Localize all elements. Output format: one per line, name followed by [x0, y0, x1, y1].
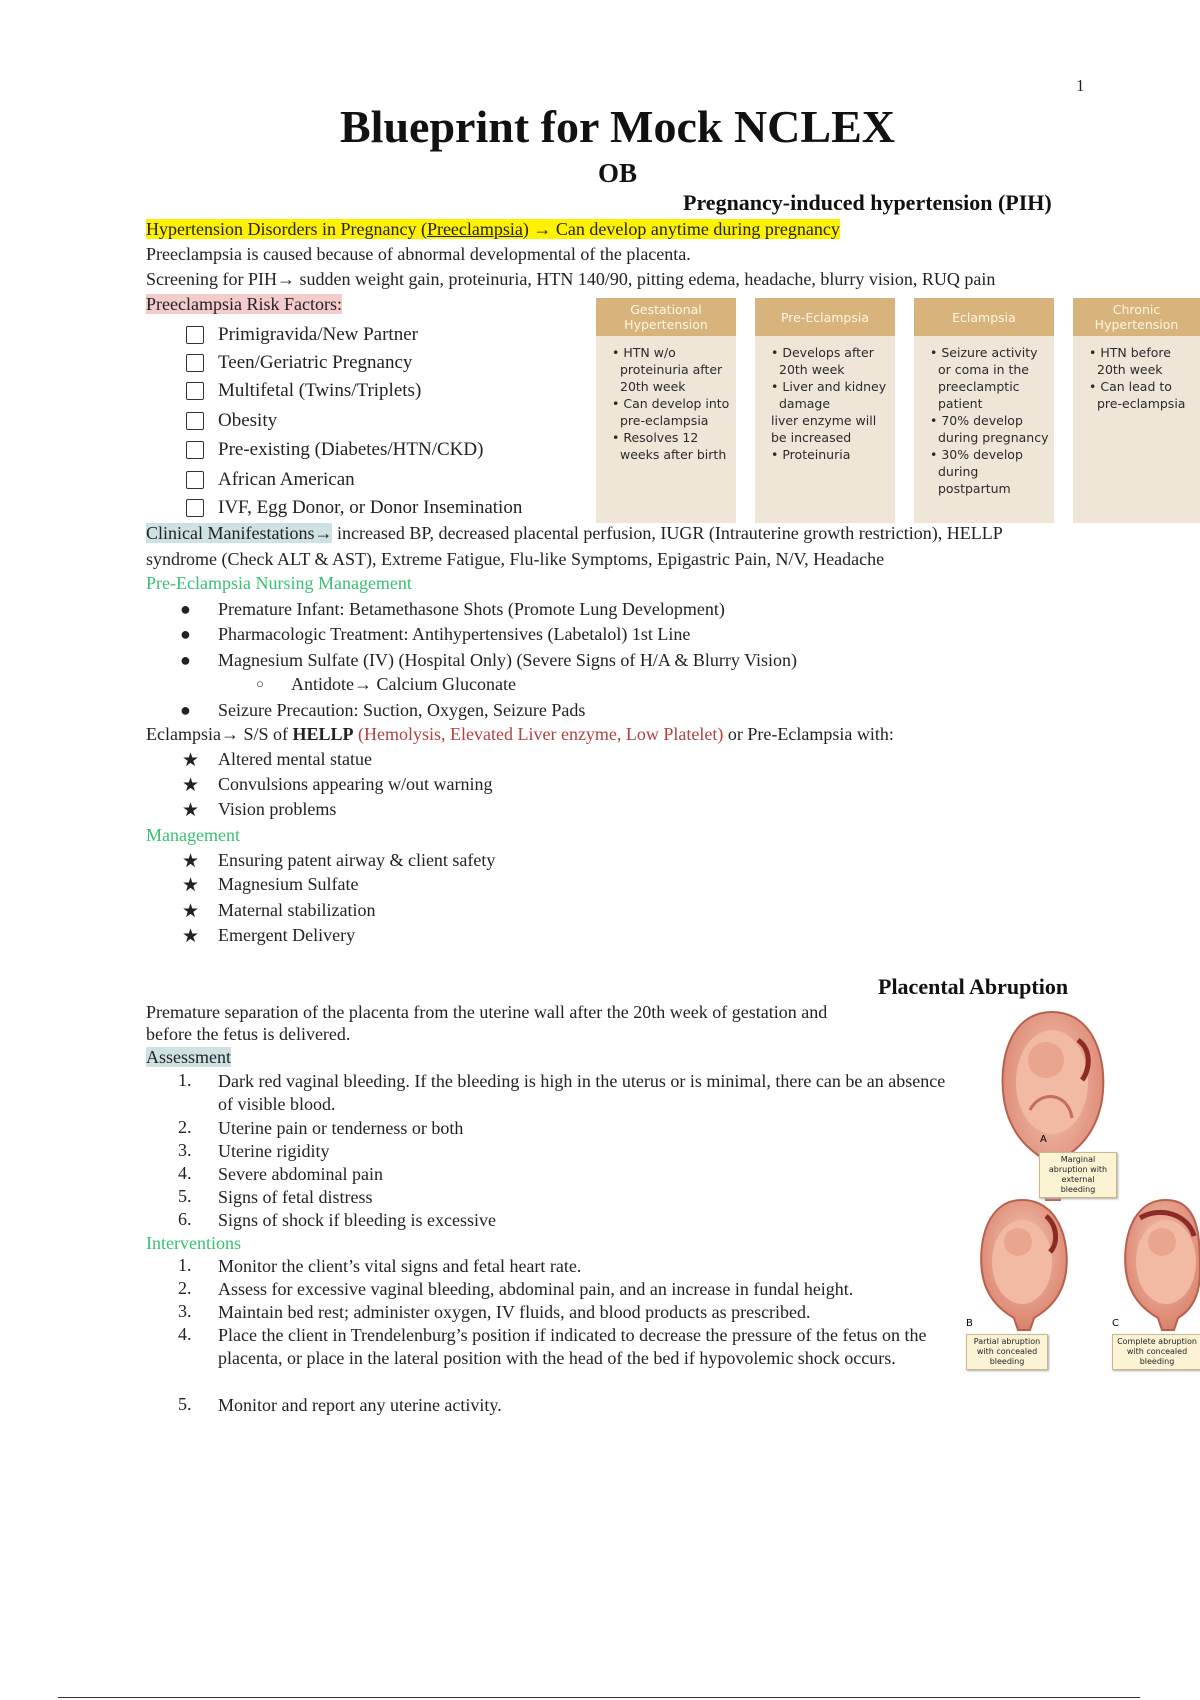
list-item: ★ Maternal stabilization [182, 900, 376, 922]
sub-list-item: ○ Antidote→ Calcium Gluconate [256, 674, 516, 694]
abruption-definition-cont: before the fetus is delivered. [146, 1024, 351, 1044]
abruption-definition: Premature separation of the placenta from the uterine wall after the 20th week of gestation and [146, 1002, 828, 1022]
checkbox-icon [186, 326, 204, 344]
list-item: ★ Ensuring patent airway & client safety [182, 850, 496, 872]
clinical-manifestations-cont: syndrome (Check ALT & AST), Extreme Fatigue, Flu-like Symptoms, Epigastric Pain, N/V, Headache [146, 549, 885, 569]
abruption-heading: Placental Abruption [878, 974, 1069, 999]
pih-cause: Preeclampsia is caused because of abnormal developmental of the placenta. [146, 244, 691, 264]
list-item: • Can develop into pre-eclampsia [612, 396, 730, 428]
list-item: 5. Signs of fetal distress [178, 1186, 373, 1207]
table-column [1073, 298, 1200, 523]
table-column [596, 298, 736, 523]
list-item: African American [186, 469, 355, 491]
page-subtitle: OB [597, 158, 637, 188]
star-icon: ★ [182, 750, 200, 771]
list-item: Obesity [186, 410, 277, 432]
list-item: ★ Magnesium Sulfate [182, 874, 359, 896]
column-header: Pre-Eclampsia [755, 298, 895, 336]
table-column [755, 298, 895, 523]
page-title: Blueprint for Mock NCLEX [340, 101, 895, 152]
checkbox-icon [186, 354, 204, 372]
figure-letter-a: A [1040, 1134, 1047, 1145]
list-item: 4. Severe abdominal pain [178, 1163, 383, 1184]
list-item: ★ Emergent Delivery [182, 925, 356, 947]
assessment-heading: Assessment [146, 1047, 231, 1067]
interventions-heading: Interventions [146, 1233, 241, 1253]
list-item: ● Pharmacologic Treatment: Antihypertensives (Labetalol) 1st Line [180, 624, 691, 644]
list-item: 3. Uterine rigidity [178, 1140, 330, 1161]
column-header: Gestational Hypertension [596, 298, 736, 336]
pih-intro: Hypertension Disorders in Pregnancy (Preeclampsia) → Can develop anytime during pregnancy [146, 219, 840, 239]
figure-label-b: Partial abruption with concealed bleeding [966, 1334, 1048, 1370]
column-header: Eclampsia [914, 298, 1054, 336]
list-item: ★ Convulsions appearing w/out warning [182, 774, 493, 796]
list-item: 4. Place the client in Trendelenburg’s position if indicated to decrease the pressure of the fetus on the placenta, or place in the lateral position with the head of the bed if hypovolemic shock occurs. [178, 1324, 927, 1368]
checkbox-icon [186, 412, 204, 430]
hollow-bullet-icon: ○ [256, 676, 264, 691]
list-item: Pre-existing (Diabetes/HTN/CKD) [186, 439, 483, 461]
list-item: • HTN before 20th week [1089, 345, 1171, 377]
star-icon: ★ [182, 926, 200, 947]
figure-label-a: Marginal abruption with external bleeding [1039, 1152, 1117, 1198]
pih-heading: Pregnancy-induced hypertension (PIH) [683, 190, 1052, 215]
star-icon: ★ [182, 800, 200, 821]
list-item: 2. Assess for excessive vaginal bleeding, abdominal pain, and an increase in fundal height. [178, 1278, 854, 1299]
list-item: IVF, Egg Donor, or Donor Insemination [186, 497, 522, 519]
checkbox-icon [186, 471, 204, 489]
checkbox-icon [186, 441, 204, 459]
figure-letter-b: B [966, 1318, 973, 1329]
star-icon: ★ [182, 875, 200, 896]
bullet-icon: ● [180, 599, 191, 619]
nursing-management-heading: Pre-Eclampsia Nursing Management [146, 573, 412, 593]
list-item: 5. Monitor and report any uterine activity. [178, 1394, 502, 1415]
list-item: • Liver and kidney damage [771, 379, 887, 411]
list-item: • Seizure activity or coma in the preeclamptic patient [930, 345, 1038, 411]
star-icon: ★ [182, 901, 200, 922]
list-item: liver enzyme will be increased [771, 413, 877, 445]
list-item: 3. Maintain bed rest; administer oxygen, IV fluids, and blood products as prescribed. [178, 1301, 811, 1322]
column-header: Chronic Hypertension [1073, 298, 1200, 336]
list-item: ● Magnesium Sulfate (IV) (Hospital Only) (Severe Signs of H/A & Blurry Vision) [180, 650, 798, 670]
page-number: 1 [1076, 76, 1085, 95]
bullet-icon: ● [180, 700, 191, 720]
bullet-icon: ● [180, 650, 191, 670]
bottom-rule [58, 1697, 1140, 1698]
list-item: • Can lead to pre-eclampsia [1089, 379, 1186, 411]
checkbox-icon [186, 499, 204, 517]
list-item: ● Premature Infant: Betamethasone Shots (Promote Lung Development) [180, 599, 725, 619]
management-heading: Management [146, 825, 240, 845]
list-item: Multifetal (Twins/Triplets) [186, 380, 421, 402]
list-item: ★ Vision problems [182, 799, 337, 821]
list-item: ● Seizure Precaution: Suction, Oxygen, Seizure Pads [180, 700, 586, 720]
checkbox-icon [186, 382, 204, 400]
list-item: Teen/Geriatric Pregnancy [186, 352, 412, 374]
uterus-c-illustration [1125, 1200, 1200, 1330]
list-item: 1. Dark red vaginal bleeding. If the bleeding is high in the uterus or is minimal, there can be an absence of visible blood. [178, 1070, 946, 1114]
eclampsia-line: Eclampsia→ S/S of HELLP (Hemolysis, Elevated Liver enzyme, Low Platelet) or Pre-Eclampsia with: [146, 724, 894, 744]
list-item: 6. Signs of shock if bleeding is excessive [178, 1209, 496, 1230]
bullet-icon: ● [180, 624, 191, 644]
list-item: ★ Altered mental statue [182, 749, 372, 771]
list-item: • 30% develop during postpartum [930, 447, 1023, 496]
pih-screening: Screening for PIH→ sudden weight gain, proteinuria, HTN 140/90, pitting edema, headache, blurry vision, RUQ pain [146, 269, 996, 289]
list-item: • Proteinuria [771, 447, 851, 462]
risk-factors-heading: Preeclampsia Risk Factors: [146, 294, 342, 314]
list-item: 1. Monitor the client’s vital signs and fetal heart rate. [178, 1255, 582, 1276]
list-item: • 70% develop during pregnancy [930, 413, 1049, 445]
list-item: • Develops after 20th week [771, 345, 874, 377]
list-item: • Resolves 12 weeks after birth [612, 430, 727, 462]
figure-letter-c: C [1112, 1318, 1119, 1329]
list-item: 2. Uterine pain or tenderness or both [178, 1117, 464, 1138]
figure-label-c: Complete abruption with concealed bleeding [1112, 1334, 1200, 1370]
clinical-manifestations: Clinical Manifestations→ increased BP, decreased placental perfusion, IUGR (Intrauterine growth restriction), HELLP [146, 523, 1003, 543]
uterus-b-illustration [981, 1200, 1067, 1330]
star-icon: ★ [182, 851, 200, 872]
table-column [914, 298, 1054, 523]
list-item: Primigravida/New Partner [186, 324, 418, 346]
list-item: • HTN w/o proteinuria after 20th week [612, 345, 723, 394]
star-icon: ★ [182, 775, 200, 796]
